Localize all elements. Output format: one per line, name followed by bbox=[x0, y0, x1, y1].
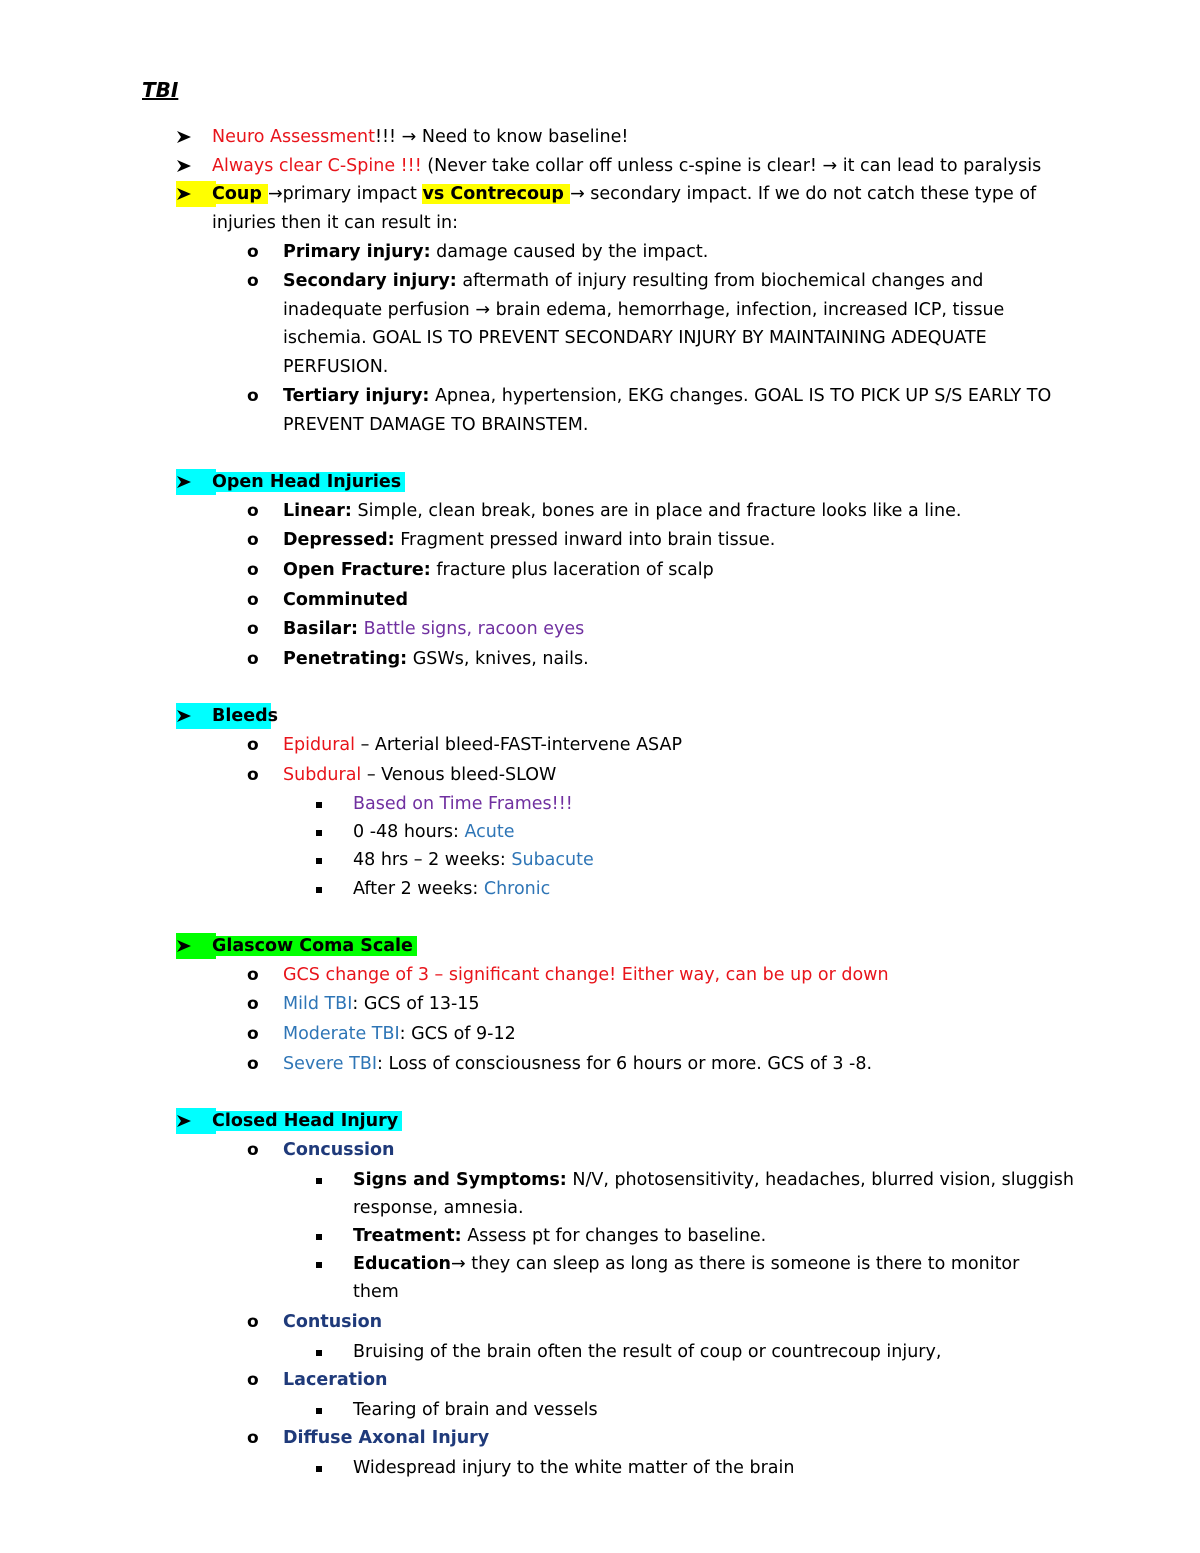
o-bullet: o bbox=[247, 1140, 259, 1160]
arrow-bullet-icon bbox=[176, 470, 198, 489]
arrow-bullet-icon bbox=[176, 704, 198, 723]
square-bullet bbox=[316, 1224, 322, 1248]
open-head-basilar: Basilar: Battle signs, racoon eyes bbox=[283, 619, 585, 639]
open-head-open-fracture: Open Fracture: fracture plus laceration of scalp bbox=[283, 560, 714, 580]
gcs-severe: Severe TBI: Loss of consciousness for 6 hours or more. GCS of 3 -8. bbox=[283, 1054, 873, 1074]
open-head-comminuted: Comminuted bbox=[283, 590, 409, 610]
intro-neuro-assessment: Neuro Assessment!!! → Need to know baseline! bbox=[212, 127, 629, 147]
secondary-injury: Secondary injury: aftermath of injury resulting from biochemical changes and bbox=[283, 271, 984, 291]
square-bullet bbox=[316, 1398, 322, 1422]
o-bullet: o bbox=[247, 590, 259, 610]
o-bullet: o bbox=[247, 386, 259, 406]
open-head-penetrating: Penetrating: GSWs, knives, nails. bbox=[283, 649, 589, 669]
o-bullet: o bbox=[247, 560, 259, 580]
right-arrow-icon: → bbox=[475, 300, 491, 320]
o-bullet: o bbox=[247, 1054, 259, 1074]
right-arrow-icon: → bbox=[401, 127, 422, 147]
subdural-subacute: 48 hrs – 2 weeks: Subacute bbox=[353, 850, 594, 870]
o-bullet: o bbox=[247, 649, 259, 669]
diffuse-axonal-detail: Widespread injury to the white matter of the brain bbox=[353, 1458, 795, 1478]
square-bullet bbox=[316, 1168, 322, 1192]
arrow-bullet-icon bbox=[176, 934, 198, 953]
o-bullet: o bbox=[247, 271, 259, 291]
concussion-education: Education→ they can sleep as long as there is someone is there to monitor bbox=[353, 1254, 1020, 1274]
gcs-mild: Mild TBI: GCS of 13-15 bbox=[283, 994, 480, 1014]
o-bullet: o bbox=[247, 765, 259, 785]
primary-injury: Primary injury: damage caused by the impact. bbox=[283, 242, 709, 262]
square-bullet bbox=[316, 1340, 322, 1364]
secondary-injury-line2: inadequate perfusion → brain edema, hemorrhage, infection, increased ICP, tissue bbox=[283, 300, 1005, 320]
intro-coup-continued: injuries then it can result in: bbox=[212, 213, 458, 233]
right-arrow-icon: → bbox=[570, 184, 585, 204]
concussion-signs-symptoms-line2: response, amnesia. bbox=[353, 1198, 524, 1218]
tertiary-injury: Tertiary injury: Apnea, hypertension, EKG changes. GOAL IS TO PICK UP S/S EARLY TO bbox=[283, 386, 1052, 406]
square-bullet bbox=[316, 820, 322, 844]
section-heading-gcs: Glascow Coma Scale bbox=[212, 934, 417, 958]
square-bullet bbox=[316, 877, 322, 901]
closed-head-laceration: Laceration bbox=[283, 1370, 388, 1390]
closed-head-diffuse-axonal: Diffuse Axonal Injury bbox=[283, 1428, 490, 1448]
subdural-acute: 0 -48 hours: Acute bbox=[353, 822, 515, 842]
gcs-change: GCS change of 3 – significant change! Either way, can be up or down bbox=[283, 965, 889, 985]
concussion-treatment: Treatment: Assess pt for changes to baseline. bbox=[353, 1226, 767, 1246]
concussion-education-line2: them bbox=[353, 1282, 399, 1302]
section-heading-open-head: Open Head Injuries bbox=[212, 470, 405, 494]
tertiary-injury-line2: PREVENT DAMAGE TO BRAINSTEM. bbox=[283, 415, 589, 435]
contusion-detail: Bruising of the brain often the result of coup or countrecoup injury, bbox=[353, 1342, 942, 1362]
right-arrow-icon: → bbox=[450, 1254, 466, 1274]
subdural-time-frames: Based on Time Frames!!! bbox=[353, 794, 573, 814]
bleed-subdural: Subdural – Venous bleed-SLOW bbox=[283, 765, 557, 785]
laceration-detail: Tearing of brain and vessels bbox=[353, 1400, 598, 1420]
square-bullet bbox=[316, 848, 322, 872]
o-bullet: o bbox=[247, 242, 259, 262]
o-bullet: o bbox=[247, 1312, 259, 1332]
o-bullet: o bbox=[247, 994, 259, 1014]
o-bullet: o bbox=[247, 1024, 259, 1044]
o-bullet: o bbox=[247, 965, 259, 985]
o-bullet: o bbox=[247, 1428, 259, 1448]
arrow-bullet-icon bbox=[176, 182, 198, 201]
section-heading-closed-head: Closed Head Injury bbox=[212, 1109, 402, 1133]
secondary-injury-line3: ischemia. GOAL IS TO PREVENT SECONDARY INJURY BY MAINTAINING ADEQUATE bbox=[283, 328, 987, 348]
closed-head-concussion: Concussion bbox=[283, 1140, 395, 1160]
o-bullet: o bbox=[247, 501, 259, 521]
open-head-linear: Linear: Simple, clean break, bones are in place and fracture looks like a line. bbox=[283, 501, 962, 521]
page-title: TBI bbox=[142, 78, 179, 102]
section-heading-bleeds: Bleeds bbox=[212, 706, 279, 726]
closed-head-contusion: Contusion bbox=[283, 1312, 383, 1332]
secondary-injury-line4: PERFUSION. bbox=[283, 357, 389, 377]
right-arrow-icon: → bbox=[822, 156, 843, 176]
square-bullet bbox=[316, 1252, 322, 1276]
arrow-bullet-icon bbox=[176, 125, 198, 144]
o-bullet: o bbox=[247, 619, 259, 639]
bleed-epidural: Epidural – Arterial bleed-FAST-intervene ASAP bbox=[283, 735, 683, 755]
o-bullet: o bbox=[247, 1370, 259, 1390]
o-bullet: o bbox=[247, 530, 259, 550]
gcs-moderate: Moderate TBI: GCS of 9-12 bbox=[283, 1024, 516, 1044]
arrow-bullet-icon bbox=[176, 154, 198, 173]
square-bullet bbox=[316, 792, 322, 816]
subdural-chronic: After 2 weeks: Chronic bbox=[353, 879, 551, 899]
intro-c-spine: Always clear C-Spine !!! (Never take collar off unless c-spine is clear! → it can lead to paralysis bbox=[212, 156, 1042, 176]
o-bullet: o bbox=[247, 735, 259, 755]
arrow-bullet-icon bbox=[176, 1109, 198, 1128]
right-arrow-icon: → bbox=[267, 184, 283, 204]
concussion-signs-symptoms: Signs and Symptoms: N/V, photosensitivity, headaches, blurred vision, sluggish bbox=[353, 1170, 1074, 1190]
open-head-depressed: Depressed: Fragment pressed inward into brain tissue. bbox=[283, 530, 776, 550]
square-bullet bbox=[316, 1456, 322, 1480]
intro-coup-contrecoup: Coup →primary impact vs Contrecoup → secondary impact. If we do not catch these type of bbox=[212, 184, 1037, 204]
